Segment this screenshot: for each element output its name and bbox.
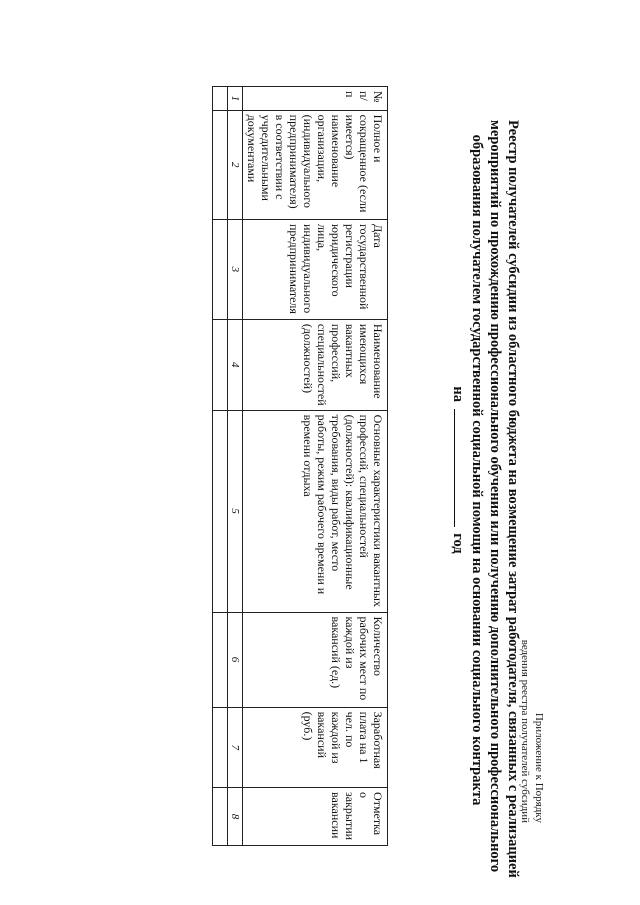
- header-cell-vacancy-characteristics: Основные характеристики вакантных профессий, специальностей (должностей): квалификационные требования, виды работ, место работы, режим рабочего времени и времени отдыха: [243, 410, 388, 612]
- title-year-prefix: на: [450, 386, 466, 402]
- column-number: 6: [228, 612, 243, 707]
- column-number: 1: [228, 87, 243, 111]
- header-cell-number: № п/п: [243, 87, 388, 111]
- title-line-3: образования получателем государственной социальной помощи на основании социального контракта: [469, 134, 485, 806]
- header-cell-registration-date: Дата государственной регистрации юридического лица, индивидуального предпринимателя: [243, 219, 388, 319]
- empty-cell: [213, 319, 228, 410]
- title-year-suffix: год: [450, 533, 466, 554]
- column-number: 5: [228, 410, 243, 612]
- title-line-2: мероприятий по прохождению профессионального обучения или получению дополнительного профессионального: [487, 120, 503, 873]
- year-blank-field: [454, 409, 467, 527]
- column-number: 7: [228, 707, 243, 787]
- empty-cell: [213, 110, 228, 219]
- header-cell-vacancy-closed: Отметка о закрытии вакансии: [243, 788, 388, 846]
- empty-cell: [213, 612, 228, 707]
- header-cell-vacancy-names: Наименование имеющихся вакантных профессий, специальностей (должностей): [243, 319, 388, 410]
- appendix-line-2: ведения реестра получателей субсидий: [519, 639, 531, 823]
- column-number: 4: [228, 319, 243, 410]
- column-number: 3: [228, 219, 243, 319]
- empty-cell: [213, 707, 228, 787]
- empty-cell: [213, 219, 228, 319]
- header-cell-workplaces-count: Количество рабочих мест по каждой из вакансий (ед.): [243, 612, 388, 707]
- table-empty-row: [213, 87, 228, 846]
- header-cell-salary: Заработная плата на 1 чел. по каждой из вакансий (руб.): [243, 707, 388, 787]
- appendix-note: [518, 640, 546, 823]
- header-cell-organization: Полное и сокращенное (если имеется) наименование организации, (индивидуального предпринимателя) в соответствии с учредительными документами: [243, 110, 388, 219]
- appendix-line-1: Приложение к Порядку: [533, 712, 545, 823]
- title-year-line: [449, 120, 467, 820]
- empty-cell: [213, 410, 228, 612]
- column-number: 8: [228, 788, 243, 846]
- title-line-1: Реестр получателей субсидии из областного бюджета на возмещение затрат работодателя, связанных с реализацией: [505, 120, 521, 878]
- table-column-numbers-row: [228, 87, 243, 846]
- empty-cell: [213, 788, 228, 846]
- document-title: [449, 120, 522, 878]
- empty-cell: [213, 87, 228, 111]
- column-number: 2: [228, 110, 243, 219]
- registry-table: [212, 86, 388, 846]
- table-header-row: [243, 87, 388, 846]
